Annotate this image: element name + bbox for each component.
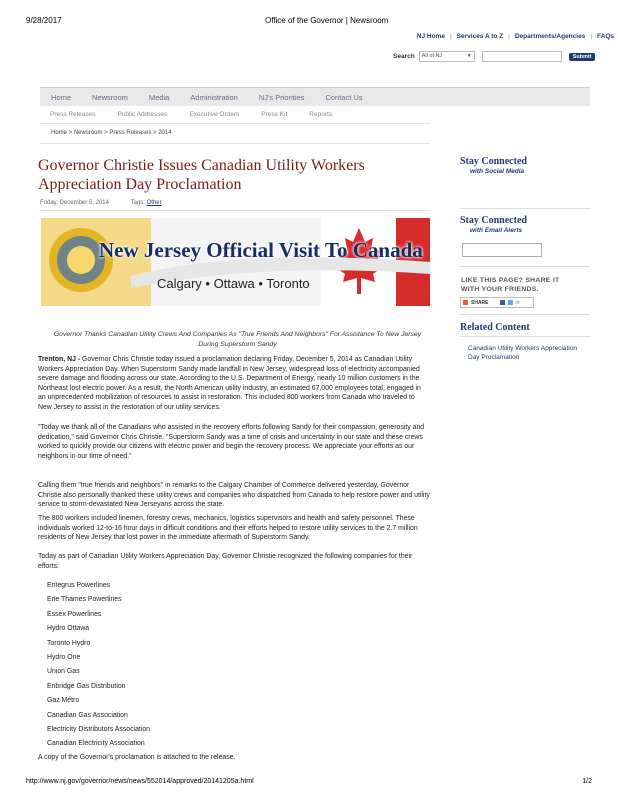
list-item: Canadian Electricity Association [47,740,145,748]
facebook-icon [500,300,505,305]
services-link[interactable]: Services A to Z [456,33,504,40]
paragraph-2: "Today we thank all of the Canadians who assisted in the recovery efforts following Sandy for their compassion, generosity and dedication," said Governor Chris Christie. "Superstorm Sandy was a time of crisis and uncertainty in our state and these crews worked to quickly provide our citizens with electric power and begin the recovery process. We appreciate your efforts as our neighbors in our time of need." [38,424,425,460]
article-date: Friday, December 5, 2014 [40,200,109,206]
list-item: Canadian Gas Association [47,711,128,719]
divider [40,123,430,124]
share-button[interactable]: SHARE ✉ [460,297,534,308]
subnav-public-addresses[interactable]: Public Addresses [117,111,168,118]
article-banner [41,218,430,306]
print-page-title: Office of the Governor | Newsroom [265,16,389,25]
paragraph-1: Trenton, NJ - Governor Chris Christie today issued a proclamation declaring Friday, December 5, 2014 as Canadian Utility Workers Appreciation Day. When Superstorm Sandy made landfall in New Jersey, widespread loss of electricity accompanied severe damage and flooding across our state. According to the U.S. Department of Energy, nearly 10 million customers in the Northeast lost electric power. As a result, the North American utility industry, an estimated 67,000 employees total, engaged in an unprecedented mobilization of resources to assist in restoration. This included 800 workers from Canada who traveled to New Jersey to assist in the restoration of our utility services. [38,356,421,411]
nav-contact[interactable]: Contact Us [325,92,363,102]
divider [460,336,590,337]
divider [460,208,590,209]
stay-connected-heading: Stay Connected [460,156,527,167]
divider [460,314,590,315]
divider [460,266,590,267]
tag-link[interactable]: Other [146,200,162,206]
paragraph-4: The 800 workers included linemen, forestry crews, mechanics, logistics supervisors and health and safety personnel. These individuals worked 12-to-16 hour days in difficult conditions and their efforts helped to restore utility services to the 2.7 million residents of New Jersey that lost power in the immediate aftermath of Superstorm Sandy. [38,515,418,541]
tags-label: Tags: [130,200,145,206]
subnav-press-releases[interactable]: Press Releases [50,111,96,118]
search-label: Search [393,53,415,60]
nav-priorities[interactable]: NJ's Priorities [258,92,305,102]
search-scope-select[interactable]: All of NJ ▼ [419,51,475,62]
list-item: Hydro One [47,654,81,662]
departments-link[interactable]: Departments/Agencies [514,33,586,40]
list-item: Gaz Métro [47,697,80,705]
email-alerts-link[interactable]: with Email Alerts [470,227,523,234]
search-input[interactable] [482,51,562,62]
paragraph-5: Today as part of Canadian Utility Workers Appreciation Day, Governor Christie recognized the following companies for their efforts: [38,553,413,570]
share-icon [463,300,468,305]
list-item: Union Gas [47,668,80,676]
article-subtitle: Governor Thanks Canadian Utility Crews And Companies As "True Friends And Neighbors" For Assistance To New Jersey During Superstorm Sandy [53,331,422,348]
paragraph-3: Calling them "true friends and neighbors" in remarks to the Calgary Chamber of Commerce delivered yesterday, Governor Christie also personally thanked these utility crews and companies who dispatched from Canada to help restore power and utility service to storm-devastated New Jerseyans across the state. [38,482,430,508]
faqs-link[interactable]: FAQs [597,33,614,40]
banner-headline: New Jersey Official Visit To Canada [99,238,423,262]
list-item: Electricity Distributors Association [47,726,151,734]
main-nav [40,87,590,106]
search-bar [393,51,595,62]
stay-connected-email-heading: Stay Connected [460,215,527,226]
list-item: Entegrus Powerlines [47,582,111,589]
list-item: Enbridge Gas Distribution [47,682,126,690]
subnav-executive-orders[interactable]: Executive Orders [189,111,240,118]
breadcrumb[interactable]: Home > Newsroom > Press Releases > 2014 [51,130,172,136]
list-item: Toronto Hydro [47,639,91,647]
email-input[interactable] [462,243,542,257]
list-item: Hydro Ottawa [47,625,90,633]
nj-home-link[interactable]: NJ Home [416,33,445,40]
subnav-reports[interactable]: Reports [309,111,333,118]
sub-nav [50,111,332,118]
banner-cities: Calgary • Ottawa • Toronto [157,276,310,291]
share-prompt: LIKE THIS PAGE? SHARE IT WITH YOUR FRIENDS. [461,277,560,293]
nav-media[interactable]: Media [148,92,170,102]
subnav-press-kit[interactable]: Press Kit [261,111,288,118]
nav-home[interactable]: Home [51,92,72,102]
social-media-link[interactable]: with Social Media [470,168,525,175]
print-date: 9/28/2017 [26,16,62,25]
email-icon: ✉ [515,299,520,306]
closing-paragraph: A copy of the Governor's proclamation is attached to the release. [38,754,236,761]
related-link[interactable]: Canadian Utility Workers Appreciation Day Proclamation [468,345,577,361]
list-item: Essex Powerlines [47,610,102,618]
related-content-heading: Related Content [460,322,530,333]
page-number: 1/2 [582,778,592,785]
twitter-icon [508,300,513,305]
divider [40,143,430,144]
list-item: Erie Thames Powerlines [47,596,122,604]
article-title: Governor Christie Issues Canadian Utility Workers Appreciation Day Proclamation [38,157,365,193]
page-url: http://www.nj.gov/governor/news/news/552014/approved/20141205a.html [26,778,254,785]
nav-administration[interactable]: Administration [190,92,238,102]
article-meta [40,200,162,206]
search-submit-button[interactable]: Submit [569,53,596,61]
dateline: Trenton, NJ - [38,356,81,363]
chevron-down-icon: ▼ [466,53,472,59]
company-list [47,579,150,752]
nav-newsroom[interactable]: Newsroom [92,92,128,102]
divider [40,210,430,211]
utility-nav: NJ Home | Services A to Z | Departments/Agencies | FAQs [416,33,614,40]
